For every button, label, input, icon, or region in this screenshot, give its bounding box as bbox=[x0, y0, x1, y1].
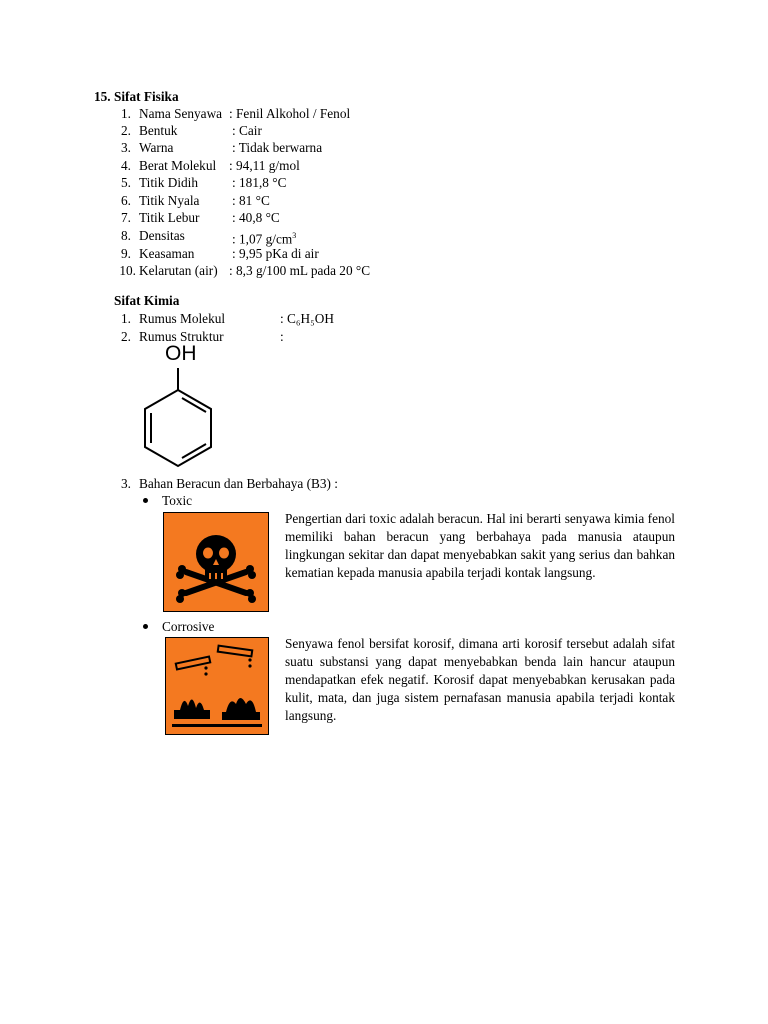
item-number: 2. bbox=[121, 329, 131, 344]
corrosion-icon bbox=[165, 637, 269, 735]
item-value: : Tidak berwarna bbox=[232, 140, 323, 155]
superscript: 3 bbox=[292, 231, 297, 240]
item-value: : 40,8 °C bbox=[232, 210, 280, 225]
section-heading-sifat-kimia: Sifat Kimia bbox=[114, 293, 180, 308]
item-number: 10. bbox=[119, 263, 136, 278]
structure-oh-label: OH bbox=[165, 342, 197, 365]
item-value: : 94,11 g/mol bbox=[229, 158, 300, 173]
item-value: : 81 °C bbox=[232, 193, 270, 208]
item-value: : Cair bbox=[232, 123, 262, 138]
item-value: : 8,3 g/100 mL pada 20 °C bbox=[229, 263, 371, 278]
benzene-ring-icon bbox=[130, 342, 230, 477]
item-label: Titik Didih bbox=[139, 175, 198, 190]
item-label: Keasaman bbox=[139, 246, 195, 261]
section-heading-sifat-fisika: 15. Sifat Fisika bbox=[94, 89, 179, 104]
item-number: 3. bbox=[121, 476, 131, 491]
item-label: Warna bbox=[139, 140, 174, 155]
corrosive-description: Senyawa fenol bersifat korosif, dimana arti korosif tersebut adalah sifat suatu substansi yang dapat menyebabkan benda lain hancur ataupun mendapatkan efek negatif. Korosif dapat menyebabkan kerusakan pada kulit, mata, dan juga sistem pernafasan manusia apabila terjadi kontak langsung. bbox=[285, 636, 675, 723]
item-number: 1. bbox=[121, 311, 131, 326]
item-label: Rumus Molekul bbox=[139, 311, 226, 326]
item-label: Bentuk bbox=[139, 123, 178, 138]
bullet-icon bbox=[143, 624, 148, 629]
item-value: : C₆H₅OH bbox=[280, 311, 334, 326]
item-value: : bbox=[280, 329, 284, 344]
bullet-icon bbox=[143, 498, 148, 503]
item-number: 3. bbox=[121, 140, 131, 155]
item-value: : Fenil Alkohol / Fenol bbox=[229, 106, 351, 121]
item-number: 7. bbox=[121, 210, 131, 225]
item-value: : 9,95 pKa di air bbox=[232, 246, 319, 261]
item-number: 9. bbox=[121, 246, 131, 261]
item-value: : 1,07 $g/cm^3$ bbox=[232, 231, 297, 247]
item-label: Nama Senyawa bbox=[139, 106, 223, 121]
item-label: Densitas bbox=[139, 228, 185, 243]
item-number: 4. bbox=[121, 158, 131, 173]
phenol-structure bbox=[130, 342, 230, 477]
toxic-label: Toxic bbox=[162, 493, 193, 508]
item-number: 8. bbox=[121, 228, 131, 243]
item-label: Titik Lebur bbox=[139, 210, 200, 225]
item-number: 2. bbox=[121, 123, 131, 138]
item-number: 1. bbox=[121, 106, 131, 121]
corrosive-label: Corrosive bbox=[162, 619, 215, 634]
item-number: 6. bbox=[121, 193, 131, 208]
item-label: Rumus Struktur bbox=[139, 329, 224, 344]
item-number: 5. bbox=[121, 175, 131, 190]
item-label: Titik Nyala bbox=[139, 193, 200, 208]
item-label: Berat Molekul bbox=[139, 158, 217, 173]
skull-crossbones-icon bbox=[163, 512, 269, 612]
b3-heading: Bahan Beracun dan Berbahaya (B3) : bbox=[139, 476, 339, 491]
toxic-description: Pengertian dari toxic adalah beracun. Hal ini berarti senyawa kimia fenol memiliki bahan beracun yang berbahaya pada manusia ataupun lingkungan sekitar dan dapat menyebabkan sakit yang serius dan bahkan kematian kepada manusia apabila terjadi kontak langsung. bbox=[285, 511, 675, 580]
item-label: Kelarutan (air) bbox=[139, 263, 218, 278]
item-value: : 181,8 °C bbox=[232, 175, 287, 190]
